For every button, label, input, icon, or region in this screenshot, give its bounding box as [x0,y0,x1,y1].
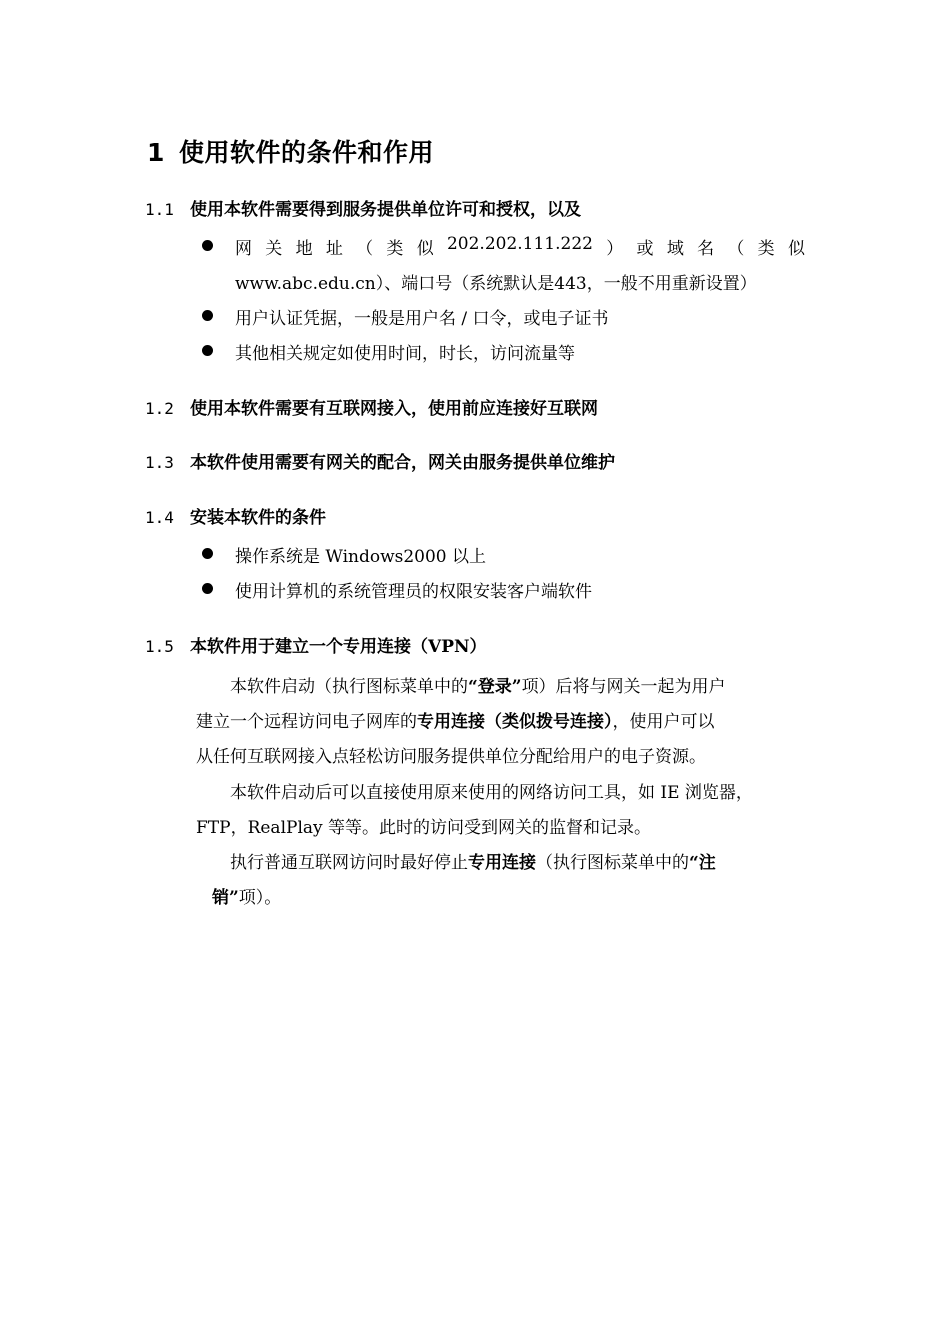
bullet-icon [202,240,213,251]
text-token: 关 [265,239,283,259]
subsection-title: 安装本软件的条件 [190,508,326,528]
subsection-heading-1-2 [145,394,598,419]
bullet-icon [202,583,213,594]
paragraph-line [230,672,726,697]
paragraph-line [196,707,715,732]
bold-text: 专用连接（类似拨号连接） [417,712,613,732]
subsection-number: 1.2 [145,399,174,418]
bold-text: “登录” [468,677,522,697]
text-token: 网 [235,239,252,259]
subsection-number: 1.5 [145,637,174,656]
text-token: ） [606,239,624,259]
bullet-item-gateway-line1 [235,234,805,259]
text-token: 202.202.111.222 [446,234,593,254]
paragraph-line: 从任何互联网接入点轻松访问服务提供单位分配给用户的电子资源。 [196,747,706,767]
text-token: （ [727,239,745,259]
section-title: 使用软件的条件和作用 [179,138,435,167]
bullet-icon [202,345,213,356]
text-token: 或 [636,239,654,259]
bullet-item-other-rules: 其他相关规定如使用时间，时长，访问流量等 [235,344,575,364]
section-number: 1 [147,138,165,167]
text-token: 域 [666,239,684,259]
text-token: 址 [325,239,343,259]
text-span: 执行普通互联网访问时最好停止 [230,853,468,873]
paragraph-line [212,883,281,908]
text-span: 项）。 [238,888,282,908]
text-token: 似 [787,239,805,259]
section-heading-1 [147,133,434,169]
paragraph-line: FTP，RealPlay 等等。此时的访问受到网关的监督和记录。 [196,818,652,838]
subsection-title: 使用本软件需要有互联网接入，使用前应连接好互联网 [190,399,598,419]
text-token: （ [356,239,374,259]
bullet-item-gateway-line2: www.abc.edu.cn）、端口号（系统默认是443，一般不用重新设置） [235,274,757,294]
subsection-number: 1.3 [145,453,174,472]
text-span: ，使用户可以 [612,712,715,732]
subsection-heading-1-3 [145,448,615,473]
subsection-number: 1.1 [145,200,174,219]
paragraph-line [230,848,716,873]
bullet-item-admin-rights: 使用计算机的系统管理员的权限安装客户端软件 [235,582,592,602]
bold-text: “注 [689,853,716,873]
text-token: 类 [386,239,404,259]
bold-text: 专用连接 [468,853,536,873]
text-span: 建立一个远程访问电子网库的 [196,712,417,732]
text-token: 似 [416,239,434,259]
subsection-title: 本软件用于建立一个专用连接（VPN） [190,637,487,657]
bullet-item-credentials: 用户认证凭据，一般是用户名 / 口令，或电子证书 [235,309,609,329]
subsection-heading-1-1 [145,195,581,220]
bullet-icon [202,310,213,321]
paragraph-line: 本软件启动后可以直接使用原来使用的网络访问工具，如 IE 浏览器， [230,783,753,803]
subsection-heading-1-5 [145,632,487,657]
text-span: 项）后将与网关一起为用户 [521,677,726,697]
bullet-icon [202,548,213,559]
subsection-heading-1-4 [145,503,326,528]
bold-text: 销” [212,888,239,908]
text-span: 本软件启动（执行图标菜单中的 [230,677,468,697]
bullet-item-os: 操作系统是 Windows2000 以上 [235,547,487,567]
subsection-number: 1.4 [145,508,174,527]
text-token: 类 [757,239,775,259]
text-token: 地 [295,239,313,259]
subsection-title: 本软件使用需要有网关的配合，网关由服务提供单位维护 [190,453,615,473]
text-span: （执行图标菜单中的 [536,853,689,873]
subsection-title: 使用本软件需要得到服务提供单位许可和授权，以及 [190,200,581,220]
text-token: 名 [697,239,715,259]
